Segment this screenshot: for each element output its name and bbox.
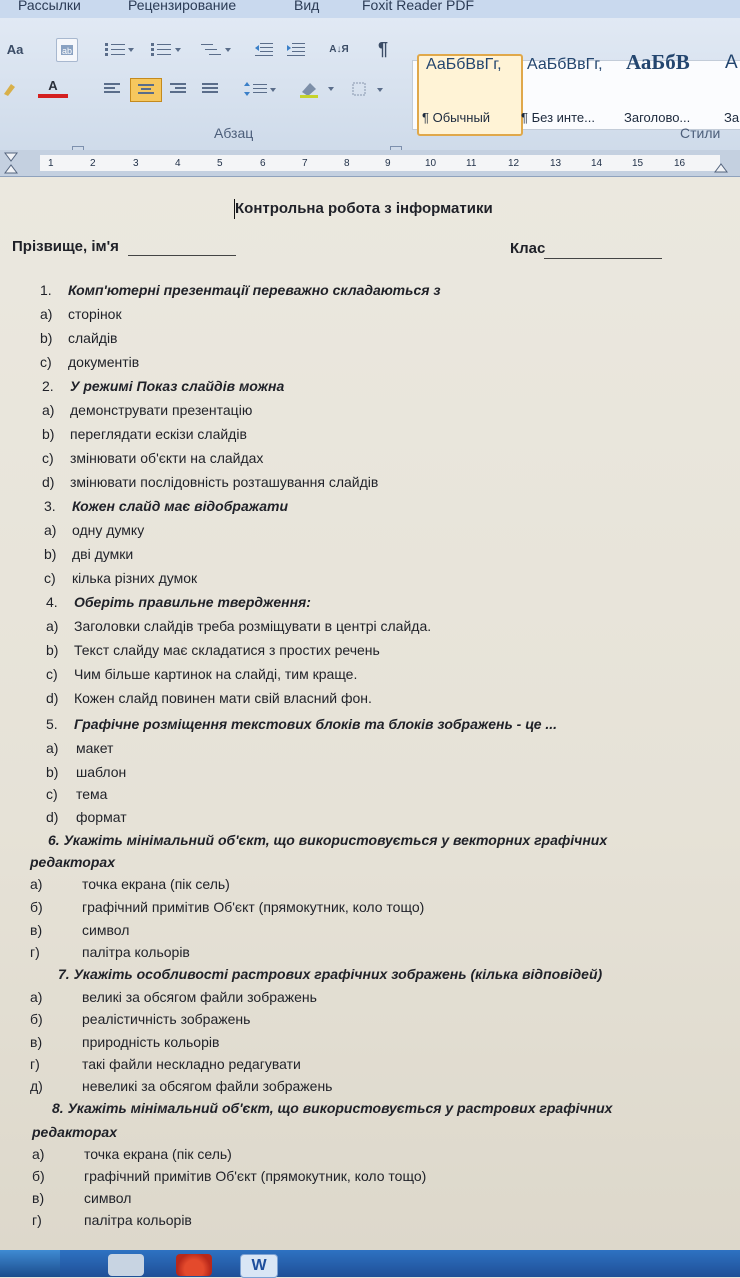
- ruler-number: 14: [591, 158, 603, 169]
- ruler-number: 4: [175, 158, 181, 169]
- taskbar: [0, 1250, 740, 1277]
- option-text: формат: [76, 809, 127, 825]
- option-text: дві думки: [72, 546, 134, 562]
- ruler-number: 11: [466, 158, 477, 169]
- option-letter: a): [46, 740, 59, 756]
- option-letter: b): [44, 546, 57, 562]
- option-text: точка екрана (пік сель): [82, 876, 230, 892]
- ruler-number: 13: [550, 158, 562, 169]
- option-letter: г): [32, 1212, 42, 1228]
- option-text: такі файли нескладно редагувати: [82, 1056, 301, 1072]
- numbering-icon[interactable]: [146, 38, 186, 60]
- align-center-icon[interactable]: [130, 78, 162, 102]
- option-text: невеликі за обсягом файли зображень: [82, 1078, 333, 1094]
- tab-view[interactable]: Вид: [294, 0, 320, 13]
- option-letter: a): [44, 522, 57, 538]
- style-heading1-preview[interactable]: АаБбВ: [626, 50, 690, 74]
- ruler-number: 3: [133, 158, 139, 169]
- option-text: графічний примітив Об'єкт (прямокутник, коло тощо): [84, 1168, 427, 1184]
- text-cursor: [234, 199, 235, 219]
- justify-icon[interactable]: [198, 78, 222, 100]
- option-text: сторінок: [68, 306, 122, 322]
- option-letter: а): [32, 1146, 45, 1162]
- bullets-icon[interactable]: [100, 38, 138, 60]
- increase-indent-icon[interactable]: [284, 38, 308, 60]
- style-normal-preview: АаБбВвГг,: [426, 56, 502, 73]
- option-letter: б): [30, 1011, 43, 1027]
- option-letter: c): [46, 666, 58, 682]
- surname-blank-line: [128, 255, 236, 256]
- option-letter: a): [40, 306, 53, 322]
- question-text: Оберіть правильне твердження:: [74, 594, 311, 610]
- class-label: Клас: [510, 240, 546, 257]
- option-letter: b): [42, 426, 55, 442]
- question-number: 1.: [40, 282, 52, 298]
- option-text: символ: [84, 1190, 132, 1206]
- ruler-number: 12: [508, 158, 520, 169]
- svg-text:ab: ab: [62, 46, 73, 56]
- style-heading1-label[interactable]: Заголово...: [624, 110, 691, 125]
- option-text: кілька різних думок: [72, 570, 198, 586]
- option-letter: д): [30, 1078, 43, 1094]
- question-text: Кожен слайд має відображати: [72, 498, 288, 514]
- option-letter: c): [46, 786, 58, 802]
- styles-group-label: Стили: [680, 125, 721, 141]
- option-text: документів: [68, 354, 140, 370]
- tab-foxit-reader-pdf[interactable]: Foxit Reader PDF: [362, 0, 475, 13]
- style-no-spacing-preview[interactable]: АаБбВвГг,: [527, 56, 603, 73]
- question-text: Комп'ютерні презентації переважно складаються з: [68, 282, 441, 298]
- option-text: змінювати об'єкти на слайдах: [70, 450, 264, 466]
- word-taskbar-icon[interactable]: W: [240, 1254, 278, 1278]
- tab-review[interactable]: Рецензирование: [128, 0, 237, 13]
- ruler-number: 2: [90, 158, 96, 169]
- show-formatting-button[interactable]: ¶: [377, 38, 388, 59]
- tab-mailings[interactable]: Рассылки: [18, 0, 81, 13]
- option-letter: в): [32, 1190, 45, 1206]
- style-no-spacing-label[interactable]: ¶ Без инте...: [521, 110, 595, 125]
- option-text: шаблон: [76, 764, 127, 780]
- ruler-number: 15: [632, 158, 644, 169]
- option-letter: б): [32, 1168, 45, 1184]
- option-letter: b): [40, 330, 53, 346]
- question-number: 3.: [44, 498, 56, 514]
- question-text: Графічне розміщення текстових блоків та блоків зображень - це ...: [74, 716, 558, 732]
- multilevel-list-icon[interactable]: [196, 38, 236, 60]
- option-text: тема: [76, 786, 108, 802]
- document-page[interactable]: [0, 177, 740, 1250]
- option-text: точка екрана (пік сель): [84, 1146, 232, 1162]
- question-text-continued: редакторах: [32, 1124, 117, 1140]
- class-blank-line: [544, 258, 662, 259]
- line-spacing-icon[interactable]: [240, 78, 280, 100]
- option-text: слайдів: [68, 330, 118, 346]
- option-text: палітра кольорів: [82, 944, 190, 960]
- option-letter: г): [30, 944, 40, 960]
- highlight-icon[interactable]: [0, 78, 20, 100]
- option-text: Чим більше картинок на слайді, тим краще.: [74, 666, 358, 682]
- ruler-track: [40, 155, 720, 171]
- align-left-icon[interactable]: [100, 78, 124, 100]
- question-number: 2.: [42, 378, 54, 394]
- right-indent-marker-icon[interactable]: [714, 153, 728, 173]
- borders-icon[interactable]: [348, 78, 388, 100]
- ruler-number: 5: [217, 158, 223, 169]
- align-right-icon[interactable]: [166, 78, 190, 100]
- option-text: переглядати ескізи слайдів: [70, 426, 247, 442]
- clear-format-icon[interactable]: [56, 38, 78, 62]
- ribbon-tab-bar: [0, 0, 740, 18]
- style-heading2-preview[interactable]: А: [725, 52, 738, 73]
- question-number: 4.: [46, 594, 58, 610]
- ruler-number: 7: [302, 158, 308, 169]
- option-letter: а): [30, 989, 43, 1005]
- option-letter: c): [42, 450, 54, 466]
- option-letter: d): [46, 690, 59, 706]
- style-heading2-label[interactable]: За: [724, 110, 740, 125]
- option-text: Заголовки слайдів треба розміщувати в центрі слайда.: [74, 618, 432, 634]
- ruler-number: 10: [425, 158, 437, 169]
- ruler-number: 16: [674, 158, 686, 169]
- question-text: 7. Укажіть особливості растрових графічних зображень (кілька відповідей): [58, 966, 603, 982]
- horizontal-ruler[interactable]: [0, 150, 740, 177]
- question-text: 6. Укажіть мінімальний об'єкт, що використовується у векторних графічних: [48, 832, 608, 848]
- decrease-indent-icon[interactable]: [252, 38, 276, 60]
- option-letter: а): [30, 876, 43, 892]
- ruler-number: 1: [48, 158, 54, 169]
- option-letter: a): [46, 618, 59, 634]
- indent-marker-icon[interactable]: [4, 152, 18, 174]
- option-letter: г): [30, 1056, 40, 1072]
- option-letter: d): [42, 474, 55, 490]
- option-letter: a): [42, 402, 55, 418]
- option-text: змінювати послідовність розташування слайдів: [70, 474, 379, 490]
- ruler-number: 8: [344, 158, 350, 169]
- question-number: 5.: [46, 716, 58, 732]
- option-text: макет: [76, 740, 114, 756]
- surname-label: Прізвище, ім'я: [12, 238, 119, 255]
- start-button[interactable]: [0, 1250, 60, 1277]
- option-letter: d): [46, 809, 59, 825]
- option-text: великі за обсягом файли зображень: [82, 989, 317, 1005]
- sort-button[interactable]: А↓Я: [329, 43, 349, 55]
- paragraph-group-label: Абзац: [214, 125, 254, 141]
- option-text: палітра кольорів: [84, 1212, 192, 1228]
- question-text: 8. Укажіть мінімальний об'єкт, що використовується у растрових графічних: [52, 1100, 613, 1116]
- option-text: природність кольорів: [82, 1034, 220, 1050]
- explorer-taskbar-icon[interactable]: [108, 1254, 144, 1276]
- option-letter: в): [30, 922, 43, 938]
- option-letter: в): [30, 1034, 43, 1050]
- option-text: символ: [82, 922, 130, 938]
- question-text: У режимі Показ слайдів можна: [70, 378, 285, 394]
- option-text: демонструвати презентацію: [70, 402, 253, 418]
- change-case-button[interactable]: Aa: [6, 41, 24, 57]
- option-text: графічний примітив Об'єкт (прямокутник, коло тощо): [82, 899, 425, 915]
- option-text: реалістичність зображень: [82, 1011, 251, 1027]
- option-text: Кожен слайд повинен мати свій власний фон.: [74, 690, 372, 706]
- style-normal-label: ¶ Обычный: [422, 110, 491, 125]
- option-letter: c): [44, 570, 56, 586]
- document-title: Контрольна робота з інформатики: [235, 200, 493, 217]
- option-letter: b): [46, 642, 59, 658]
- font-color-button[interactable]: A: [38, 76, 68, 98]
- shading-icon[interactable]: [296, 78, 340, 100]
- option-letter: б): [30, 899, 43, 915]
- question-text-continued: редакторах: [30, 854, 115, 870]
- option-text: Текст слайду має складатися з простих речень: [74, 642, 380, 658]
- ruler-number: 6: [260, 158, 266, 169]
- option-text: одну думку: [72, 522, 145, 538]
- ruler-number: 9: [385, 158, 391, 169]
- option-letter: c): [40, 354, 52, 370]
- browser-taskbar-icon[interactable]: [176, 1254, 212, 1276]
- ribbon: [0, 18, 740, 151]
- option-letter: b): [46, 764, 59, 780]
